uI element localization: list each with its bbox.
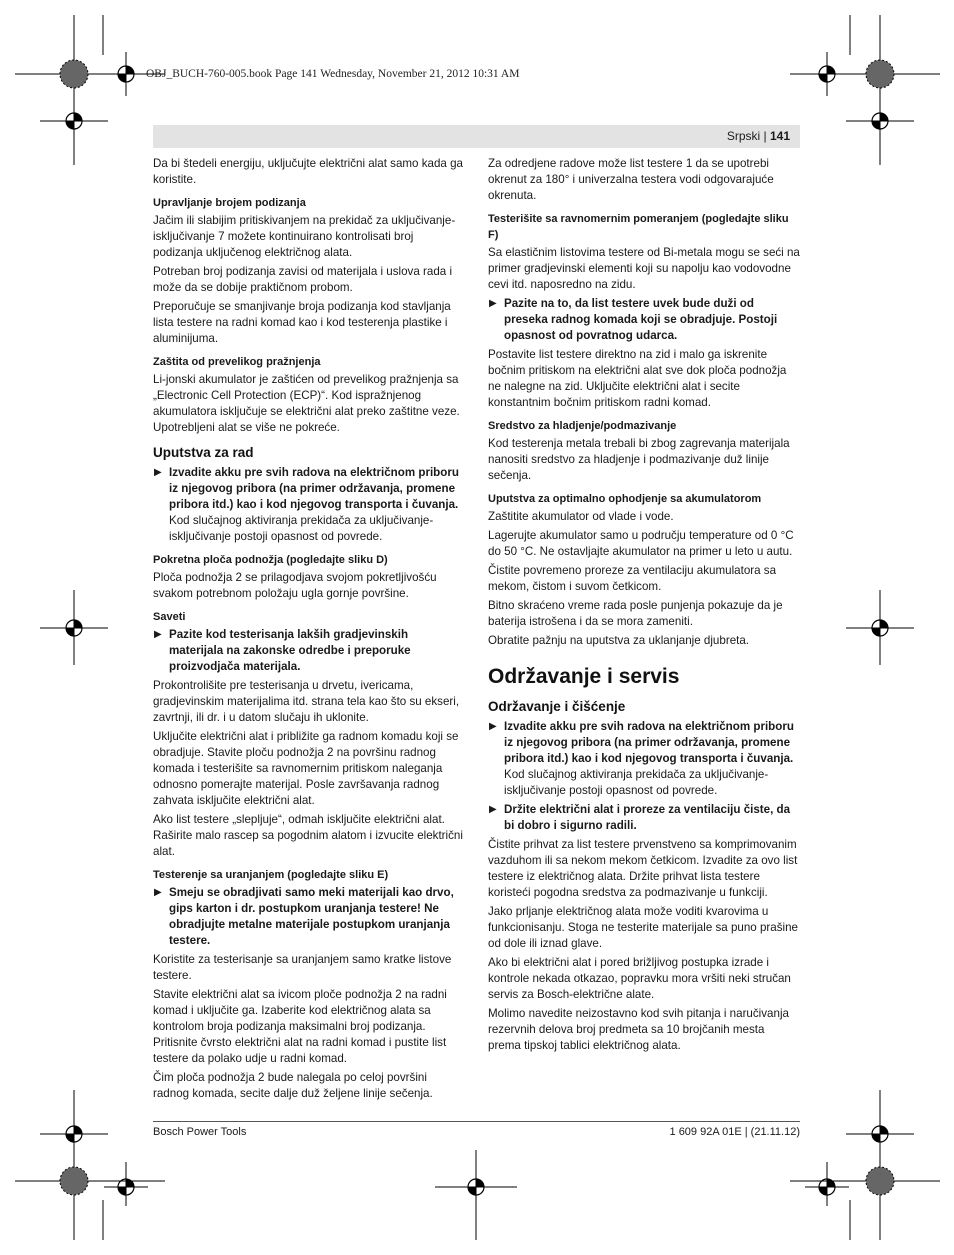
triangle-bullet-icon: ▶ bbox=[489, 721, 497, 732]
paragraph: Li-jonski akumulator je zaštićen od prevelikog pražnjenja sa „Electronic Cell Protection (ECP)“. Kod ispražnjenog akumulatora isključuje se električni alat preko zaštitne veze. Upotrebljeni alat se više ne pokreće. bbox=[153, 373, 460, 434]
warning-bullet: ▶ Izvadite akku pre svih radova na električnom priboru iz njegovog pribora (na primer održavanja, promene pribora itd.) kao i kod njegovog transporta i čuvanja. Kod slučajnog aktiviranja prekidača za uključivanje-isključivanje postoji opasnost od povrede. bbox=[489, 720, 794, 797]
paragraph: Obratite pažnju na uputstva za uklanjanje djubreta. bbox=[488, 634, 750, 647]
paragraph: Za odredjene radove može list testere 1 da se upotrebi okrenut za 180° i univerzalna testera vodi odgovarajuće okrenuta. bbox=[488, 157, 774, 202]
warning-bullet: ▶ Pazite kod testerisanja lakših gradjevinskih materijala na zakonske odredbe i preporuke proizvodjača materijala. bbox=[154, 628, 411, 673]
paragraph: Koristite za testerisanje sa uranjanjem samo kratke listove testere. bbox=[153, 953, 452, 982]
paragraph: Lagerujte akumulator samo u području temperature od 0 °C do 50 °C. Ne ostavljajte akumulator na primer u leto u autu. bbox=[488, 529, 794, 558]
paragraph: Sa elastičnim listovima testere od Bi-metala mogu se seći na primer gradjevinski elementi koji su napolju kao vodovodne cevi itd. naposredno na zidu. bbox=[488, 246, 800, 291]
paragraph: Postavite list testere direktno na zid i malo ga iskrenite bočnim pritiskom na električni alat sve dok ploča podnožja ne nalegne na zid. Uključite električni alat i secite konstantnim bočnim pritiskom radni komad. bbox=[488, 348, 787, 409]
triangle-bullet-icon: ▶ bbox=[154, 887, 162, 898]
paragraph: Bitno skraćeno vreme rada posle punjenja pokazuje da je baterija istrošena i da se mora zameniti. bbox=[488, 599, 783, 628]
footer-divider bbox=[153, 1121, 800, 1122]
triangle-bullet-icon: ▶ bbox=[489, 298, 497, 309]
triangle-bullet-icon: ▶ bbox=[489, 804, 497, 815]
warning-bullet: ▶ Držite električni alat i proreze za ventilaciju čiste, da bi dobro i sigurno radili. bbox=[489, 803, 791, 832]
paragraph: Čim ploča podnožja 2 bude nalegala po celoj površini radnog komada, secite dalje duž željene linije sečenja. bbox=[153, 1071, 433, 1100]
chapter-heading: Održavanje i servis bbox=[488, 665, 680, 688]
subheading: Zaštita od prevelikog pražnjenja bbox=[153, 356, 321, 368]
paragraph: Ako bi električni alat i pored brižljivog postupka izrade i kontrole nekada otkazao, popravku mora vršiti neki stručan servis za Bosch-električne alate. bbox=[488, 956, 791, 1001]
paragraph: Čistite prihvat za list testere prvenstveno sa komprimovanim vazduhom ili sa nekom mekom četkicom. Izvadite za ovo list testere iz električnog alata. Držite prihvat lista testere koristeći pogodna sredstva za podmazivanje u funkciji. bbox=[488, 838, 798, 899]
section-heading: Uputstva za rad bbox=[153, 445, 254, 460]
paragraph: Da bi štedeli energiju, uključujte električni alat samo kada ga koristite. bbox=[153, 157, 463, 186]
page-header: Srpski | 141 bbox=[153, 125, 800, 148]
paragraph: Uključite električni alat i približite ga radnom komadu koji se obradjuje. Stavite ploču podnožja 2 na površinu radnog komada i testerišite sa ravnomernim pritiskom naleganja odnosno pomerajte materijal. Posle završavanja radnog zahvata isključite električni alat. bbox=[153, 730, 459, 807]
section-heading: Održavanje i čišćenje bbox=[488, 699, 626, 714]
paragraph: Preporučuje se smanjivanje broja podizanja kod stavljanja lista testere na radni komad kao i kod testerenja plastike i aluminijuma. bbox=[153, 300, 451, 345]
page-number: 141 bbox=[769, 129, 790, 143]
footer-doc-number: 1 609 92A 01E | (21.11.12) bbox=[669, 1126, 800, 1138]
warning-bullet: ▶ Smeju se obradjivati samo meki materijali kao drvo, gips karton i dr. postupkom uranjanja testere! Ne obradjujte metalne materijale postupkom uranjanja testere. bbox=[154, 886, 454, 947]
footer-brand: Bosch Power Tools bbox=[153, 1126, 247, 1138]
subheading: Upravljanje brojem podizanja bbox=[153, 197, 306, 209]
paragraph: Kod testerenja metala trebali bi zbog zagrevanja materijala nanositi sredstvo za hladjenje i podmazivanje duž linije sečenja. bbox=[488, 437, 790, 482]
subheading: Sredstvo za hladjenje/podmazivanje bbox=[488, 420, 677, 432]
right-column bbox=[488, 156, 800, 1057]
subheading: Testerenje sa uranjanjem (pogledajte sliku E) bbox=[153, 869, 389, 881]
paragraph: Zaštitite akumulator od vlade i vode. bbox=[488, 510, 674, 523]
triangle-bullet-icon: ▶ bbox=[154, 467, 162, 478]
paragraph: Ploča podnožja 2 se prilagodjava svojom pokretljivošću svakom potrebnom položaju ugla gornje površine. bbox=[153, 571, 437, 600]
triangle-bullet-icon: ▶ bbox=[154, 629, 162, 640]
paragraph: Jako prljanje električnog alata može voditi kvarovima u funkcionisanju. Stoga ne testerite materijale sa puno prašine od dole ili iznad glave. bbox=[488, 905, 798, 950]
subheading: Testerišite sa ravnomernim pomeranjem (pogledajte sliku F) bbox=[488, 213, 789, 241]
left-column bbox=[153, 156, 465, 1105]
paragraph: Stavite električni alat sa ivicom ploče podnožja 2 na radni komad i uključite ga. Izaberite kod električnog alata sa kontrolom broja podizanja maksimalni broj podizanja. Pritisnite čvrsto električni alat na radni komad i pustite list testere da polako udje u radni komad. bbox=[153, 988, 447, 1065]
paragraph: Prokontrolišite pre testerisanja u drvetu, ivericama, gradjevinskim materijalima itd. strana tela kao što su ekseri, zavrtnji, ili dr. i u datom slučaju ih uklonite. bbox=[153, 679, 460, 724]
paragraph: Jačim ili slabijim pritiskivanjem na prekidač za uključivanje-isključivanje 7 možete kontinuirano kontrolisati broj podizanja uključenog električnog alata. bbox=[153, 214, 456, 259]
paragraph: Čistite povremeno proreze za ventilaciju akumulatora sa mekom, čistom i suvom četkicom. bbox=[488, 564, 777, 593]
print-info: OBJ_BUCH-760-005.book Page 141 Wednesday, November 21, 2012 10:31 AM bbox=[146, 68, 520, 80]
header-language: Srpski bbox=[726, 129, 761, 143]
warning-bullet: ▶ Izvadite akku pre svih radova na električnom priboru iz njegovog pribora (na primer održavanja, promene pribora itd.) kao i kod njegovog transporta i čuvanja. Kod slučajnog aktiviranja prekidača za uključivanje-isključivanje postoji opasnost od povrede. bbox=[154, 466, 459, 543]
warning-bullet: ▶ Pazite na to, da list testere uvek bude duži od preseka radnog komada koji se obradjuje. Postoji opasnost od povratnog udarca. bbox=[489, 297, 778, 342]
paragraph: Molimo navedite neizostavno kod svih pitanja i naručivanja rezervnih delova broj predmeta sa 10 brojčanih mesta prema tipskoj tablici električnog alata. bbox=[488, 1007, 789, 1052]
paragraph: Potreban broj podizanja zavisi od materijala i uslova rada i može da se dobije praktičnom probom. bbox=[153, 265, 453, 294]
paragraph: Ako list testere „slepljuje“, odmah isključite električni alat. Raširite malo rascep sa pogodnim alatom i izvucite električni alat. bbox=[153, 813, 463, 858]
subheading: Uputstva za optimalno ophodjenje sa akumulatorom bbox=[488, 493, 762, 505]
subheading: Saveti bbox=[153, 611, 186, 623]
subheading: Pokretna ploča podnožja (pogledajte sliku D) bbox=[153, 554, 388, 566]
